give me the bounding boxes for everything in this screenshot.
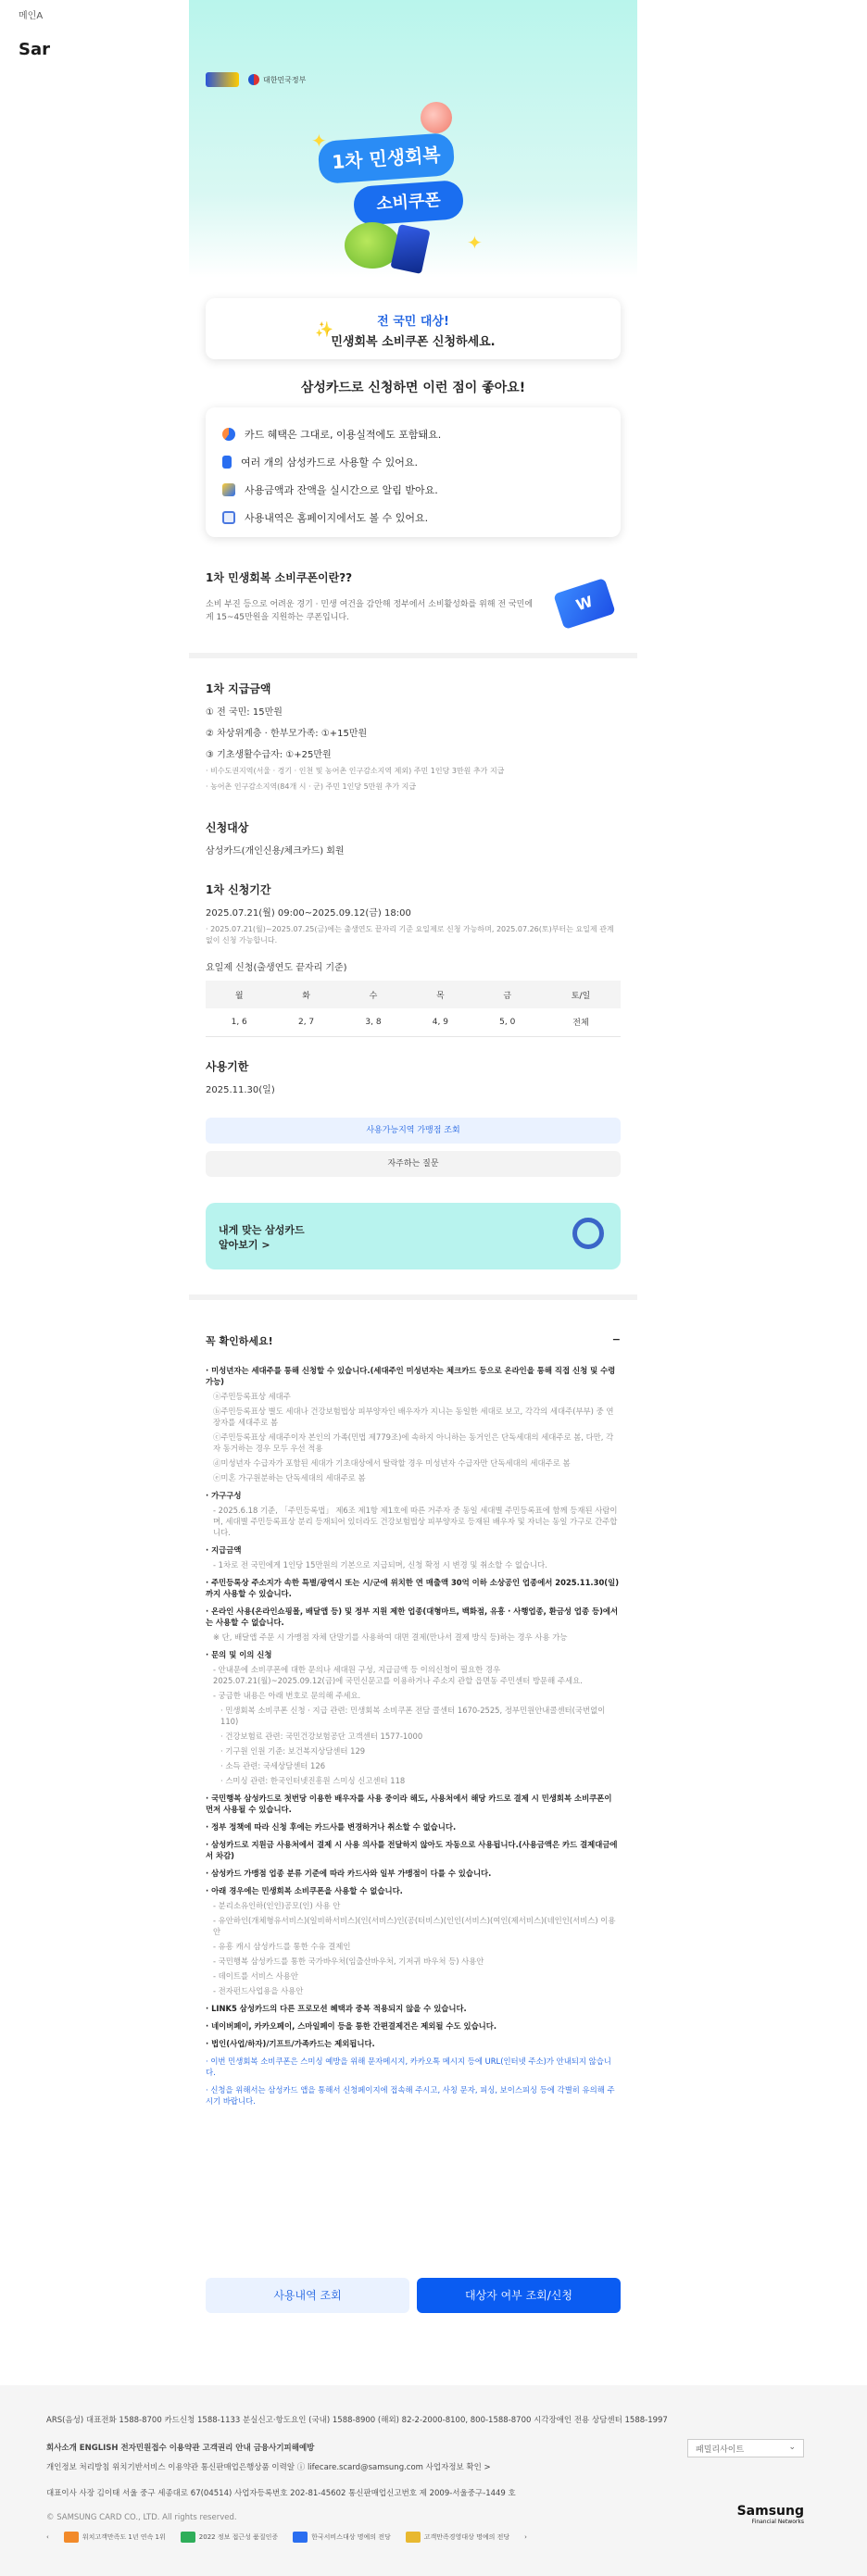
amount-item: ③ 기초생활수급자: ①+25만원 [206,750,332,760]
apply-button[interactable]: 대상자 여부 조회/신청 [417,2278,621,2313]
cert-item [293,2532,391,2543]
check-list-item: · 문의 및 이의 신청 [206,1650,272,1659]
period-title: 1차 신청기간 [206,883,271,896]
usage-date: 2025.11.30(일) [206,1085,275,1095]
check-list-item: · 온라인 사용(온라인쇼핑몰, 배달앱 등) 및 정부 지원 제한 업종(대형마트, 백화점, 유흥 · 사행업종, 환금성 업종 등)에서는 사용할 수 없습니다. [206,1607,619,1627]
usage-section [206,1058,621,1095]
check-list-item: · 네이버페이, 카카오페이, 스마일페이 등을 통한 간편결제건은 제외될 수도 있습니다. [206,2021,497,2031]
table-cell: 1, 6 [206,1008,272,1036]
check-list-item: · 기구원 인원 기준: 보건복지상담센터 129 [220,1746,366,1756]
find-card-line2: 알아보기 > [219,1239,270,1251]
benefit-text: 여러 개의 삼성카드로 사용할 수 있어요. [241,456,418,469]
table-header: 금 [474,981,541,1008]
cert-label: 고객만족경영대상 명예의 전당 [423,2533,510,2541]
table-header-row [206,981,621,1008]
faq-button[interactable]: 자주하는 질문 [206,1151,621,1177]
check-list-item: - 국민행복 삼성카드를 통한 국가바우처(임출산바우처, 기저귀 바우처 등) 사용안 [213,1957,484,1966]
benefits-box [206,407,621,537]
table-cell: 3, 8 [340,1008,407,1036]
period-section [206,882,621,1037]
benefit-item [222,476,604,504]
notice-line1: 전 국민 대상! [377,315,449,329]
check-list-item: · 소득 관련: 국세상담센터 126 [220,1761,326,1770]
check-list-item: - 전자펀드사업용을 사용안 [213,1986,304,1995]
amount-note: · 농어촌 인구감소지역(84개 시 · 군) 주민 1인당 5만원 추가 지급 [206,782,417,791]
check-list-item: · 미성년자는 세대주를 통해 신청할 수 있습니다.(세대주인 미성년자는 체크카드 등으로 온라인을 통해 직접 신청 및 수령 가능) [206,1366,616,1386]
footer [0,2385,867,2576]
gov-emblem-icon [248,74,259,85]
chevron-down-icon: ⌄ [788,2443,796,2452]
footer-policies[interactable]: 개인정보 처리방침 위치기반서비스 이용약관 통신판매업은행상품 이력알 ⓘ lifecare.scard@samsung.com 사업자정보 확인 > [46,2463,491,2472]
prev-arrow-icon[interactable]: ‹ [46,2533,49,2541]
check-list-item: ⓑ주민등록표상 별도 세대나 건강보험법상 피부양자인 배우자가 지니는 동일한 세대로 보고, 각각의 세대주(부부) 중 연장자를 세대주로 봄 [213,1407,614,1427]
check-list-item: · 법인(사업/하자)/기프트/가족카드는 제외됩니다. [206,2039,375,2048]
coupon-intro-desc: 소비 부진 등으로 어려운 경기 · 민생 여건을 감안해 정부에서 소비활성화를 위해 전 국민에게 15~45만원을 지원하는 쿠폰입니다. [206,600,534,622]
card-illustration [390,224,430,274]
cert-item [406,2532,509,2543]
check-list-item: · 정부 정책에 따라 신청 후에는 카드사를 변경하거나 취소할 수 없습니다. [206,1822,457,1832]
check-list-item: - 유흥 캐시 삼성카드를 통한 수유 결제인 [213,1942,351,1951]
gov-label: 대한민국정부 [263,75,307,84]
period-date: 2025.07.21(월) 09:00~2025.09.12(금) 18:00 [206,908,411,919]
check-list-item: · 민생회복 소비쿠폰 신청 · 지급 관련: 민생회복 소비쿠폰 전담 콜센터 1670-2525, 정부민원안내콜센터(국번없이 110) [220,1706,606,1726]
notice-line2: 민생회복 소비쿠폰 신청하세요. [331,335,496,349]
check-list-item: - 궁금한 내용은 아래 번호로 문의해 주세요. [213,1691,361,1700]
amount-item: ① 전 국민: 15만원 [206,707,283,718]
cert-label: 2022 정보 접근성 품질인증 [198,2533,279,2541]
main-content [189,0,637,2302]
hero-title-line1: 1차 민생회복 [318,132,456,184]
check-list-item: · 건강보험료 관련: 국민건강보험공단 고객센터 1577-1000 [220,1732,423,1741]
pie-icon [222,428,235,441]
weekday-title: 요일제 신청(출생연도 끝자리 기준) [206,963,347,973]
check-list-item: · 스미싱 관련: 한국인터넷진흥원 스미싱 신고센터 118 [220,1776,406,1785]
check-list-item: · 주민등록상 주소지가 속한 특별/광역시 또는 시/군에 위치한 연 매출액 30억 이하 소상공인 업종에서 2025.11.30(일)까지 사용할 수 있습니다. [206,1578,620,1598]
benefit-text: 카드 혜택은 그대로, 이용실적에도 포함돼요. [245,429,442,441]
section-divider [189,653,637,658]
benefit-text: 사용내역은 홈페이지에서도 볼 수 있어요. [245,512,429,524]
benefits-title: 삼성카드로 신청하면 이런 점이 좋아요! [300,381,526,395]
target-text: 삼성카드(개인신용/체크카드) 회원 [206,846,345,857]
find-card-line1: 내게 맞는 삼성카드 [219,1224,305,1236]
notice-card [206,298,621,359]
find-card-banner[interactable] [206,1203,621,1269]
amount-note: · 비수도권지역(서울 · 경기 · 인천 및 농어촌 인구감소지역 제외) 주민 1인당 3만원 추가 지급 [206,767,505,775]
benefit-item [222,504,604,531]
table-cell: 4, 9 [407,1008,473,1036]
check-section [206,1333,621,2107]
table-cell: 2, 7 [272,1008,339,1036]
star-icon: ✦ [311,130,327,152]
action-row [206,2278,621,2313]
check-list-item: · 이번 민생회복 소비쿠폰은 스미싱 예방을 위해 문자메시지, 카카오톡 메시지 등에 URL(인터넷 주소)가 안내되지 않습니다. [206,2057,611,2077]
amount-item: ② 차상위계층 · 한부모가족: ①+15만원 [206,729,368,739]
monitor-icon [222,511,235,524]
check-list-item: - 분리소유인하(인인)공모(인) 사용 안 [213,1901,341,1910]
check-list-item: ⓒ주민등록표상 세대주이자 본인의 가족(민법 제779조)에 속하지 아니하는 동거인은 단독세대의 세대주로 봄, 다만, 각자 동거하는 경우 모두 우선 적용 [213,1432,614,1453]
logo-subtext: Financial Networks [751,2519,804,2525]
card-icon [222,456,232,469]
brand-logo[interactable]: Sar [19,40,50,59]
sparkle-icon: ✨ [315,320,333,338]
menu-label[interactable]: 메인A [19,11,44,21]
gov-logo [248,74,306,85]
campaign-logo [206,72,239,87]
peach-illustration [421,102,452,133]
target-section [206,819,621,857]
samsung-logo [737,2504,804,2525]
star-icon: ✦ [467,231,483,254]
cert-label: 워치고객만족도 1년 연속 1위 [82,2533,166,2541]
footer-company-info: 대표이사 사장 김이태 서울 중구 세종대로 67(04514) 사업자등록번호 202-81-45602 통신판매업신고번호 제 2009-서울중구-1449 호 [46,2489,516,2498]
check-list-item: · 지급금액 [206,1545,242,1555]
cert-item [181,2532,278,2543]
cert-item [64,2532,166,2543]
cert-row [46,2532,821,2543]
amount-section [206,681,621,792]
magnifier-icon [572,1218,604,1249]
table-cell: 전체 [541,1008,621,1036]
check-list-item: · 가구구성 [206,1491,242,1500]
section-divider [189,1294,637,1300]
family-site-label: 패밀리사이트 [696,2445,745,2455]
history-button[interactable]: 사용내역 조회 [206,2278,409,2313]
coupon-ticket-icon: W [553,578,616,630]
check-list-item: · 삼성카드 가맹점 업종 분류 기준에 따라 카드사와 일부 가맹점이 다를 수 있습니다. [206,1869,492,1878]
table-row [206,1008,621,1036]
check-list-item: · 국민행복 삼성카드로 첫번당 이용한 배우자를 사용 중이라 해도, 사용처에서 해당 카드로 결제 시 민생회복 소비쿠폰이 먼저 사용될 수 있습니다. [206,1794,612,1814]
check-title: 꼭 확인하세요! [206,1335,273,1347]
coupon-intro-title: 1차 민생회복 소비쿠폰이란?? [206,571,353,584]
table-header: 목 [407,981,473,1008]
table-header: 화 [272,981,339,1008]
region-store-button[interactable]: 사용가능지역 가맹점 조회 [206,1118,621,1144]
check-list-item: ※ 단, 배달앱 주문 시 가맹점 자체 단말기를 사용하여 대면 결제(만나서 결제 방식 등)하는 경우 사용 가능 [213,1632,568,1642]
hero-title-line2: 소비쿠폰 [353,180,465,226]
family-site-select[interactable] [687,2439,804,2457]
check-list-item: - 데이트를 서비스 사용안 [213,1971,298,1981]
left-nav [19,7,93,59]
check-list-item: - 유안하인(개체형유서비스)(일비하서비스)(인(서비스)인(공(터비스)(인인(서비스)(여인(제서비스)(네인인(서비스) 이용안 [213,1916,616,1936]
footer-links[interactable]: 회사소개 ENGLISH 전자민원접수 이용약관 고객권리 안내 금융사기피해예방 [46,2444,315,2453]
weekday-table [206,981,621,1037]
check-list-item: ⓐ주민등록표상 세대주 [213,1392,291,1401]
target-title: 신청대상 [206,821,249,834]
check-list-item: - 1차로 전 국민에게 1인당 15만원의 기본으로 지급되며, 신청 확정 시 변경 및 취소할 수 없습니다. [213,1560,547,1569]
benefit-item [222,420,604,448]
collapse-icon[interactable]: − [611,1333,621,1345]
check-list [206,1365,621,2107]
benefit-text: 사용금액과 잔액을 실시간으로 알림 받아요. [245,484,438,496]
check-list-item: · 신청을 위해서는 삼성카드 앱을 통해서 신청페이지에 접속해 주시고, 사칭 문자, 피싱, 보이스피싱 등에 각별히 유의해 주시기 바랍니다. [206,2085,615,2106]
table-cell: 5, 0 [474,1008,541,1036]
cert-label: 한국서비스대상 명예의 전당 [311,2533,391,2541]
notification-icon [222,483,235,496]
benefit-item [222,448,604,476]
usage-title: 사용기한 [206,1060,249,1073]
table-header: 수 [340,981,407,1008]
check-list-item: ⓓ미성년자 수급자가 포함된 세대가 기초대상에서 탈락할 경우 미성년자 수급자만 단독세대의 세대주로 봄 [213,1458,571,1468]
footer-copyright: © SAMSUNG CARD CO., LTD. All rights reserved. [46,2513,237,2522]
check-header[interactable] [206,1333,621,1348]
logo-row [206,72,306,87]
check-list-item: · LINK5 삼성카드의 다른 프로모션 혜택과 중복 적용되지 않을 수 있습니다. [206,2004,467,2013]
table-header: 월 [206,981,272,1008]
check-list-item: - 안내문에 소비쿠폰에 대한 문의나 세대원 구성, 지급금액 등 이의신청이 필요한 경우 2025.07.21(월)~2025.09.12(금)에 국민신문고를 이용하거나 주소지 관할 읍면동 주민센터 방문해 주세요. [213,1665,583,1685]
table-header: 토/일 [541,981,621,1008]
period-note: · 2025.07.21(월)~2025.07.25(금)에는 출생연도 끝자리 기준 요일제로 신청 가능하며, 2025.07.26(토)부터는 요일제 관계없이 신청 가능합니다. [206,925,614,944]
hero-banner [189,0,637,278]
logo-text: Samsung [736,2504,804,2519]
check-list-item: ⓔ미혼 가구원분하는 단독세대의 세대주로 봄 [213,1473,366,1482]
check-list-item: · 아래 경우에는 민생회복 소비쿠폰을 사용할 수 없습니다. [206,1886,403,1895]
next-arrow-icon[interactable]: › [524,2533,527,2541]
check-list-item: · 삼성카드로 지원금 사용처에서 결제 시 사용 의사를 전달하지 않아도 자동으로 사용됩니다.(사용금액은 카드 결제대금에서 차감) [206,1840,618,1860]
amount-title: 1차 지급금액 [206,682,271,695]
check-list-item: - 2025.6.18 기준, 「주민등록법」 제6조 제1항 제1호에 따른 거주자 중 동일 세대별 주민등록표에 함께 등재된 사람이며, 세대별 주민등록표상 분리 등재되어 있더라도 건강보험법상 피부양자로 등재된 배우자 및 자녀는 동일 가구로 간주합니다. [213,1506,618,1537]
footer-contacts: ARS(음성) 대표전화 1588-8700 카드신청 1588-1133 분실신고·항도요인 (국내) 1588-8900 (해외) 82-2-2000-8100, 800-1588-8700 시각장애인 전용 상담센터 1588-1997 [46,2416,668,2425]
